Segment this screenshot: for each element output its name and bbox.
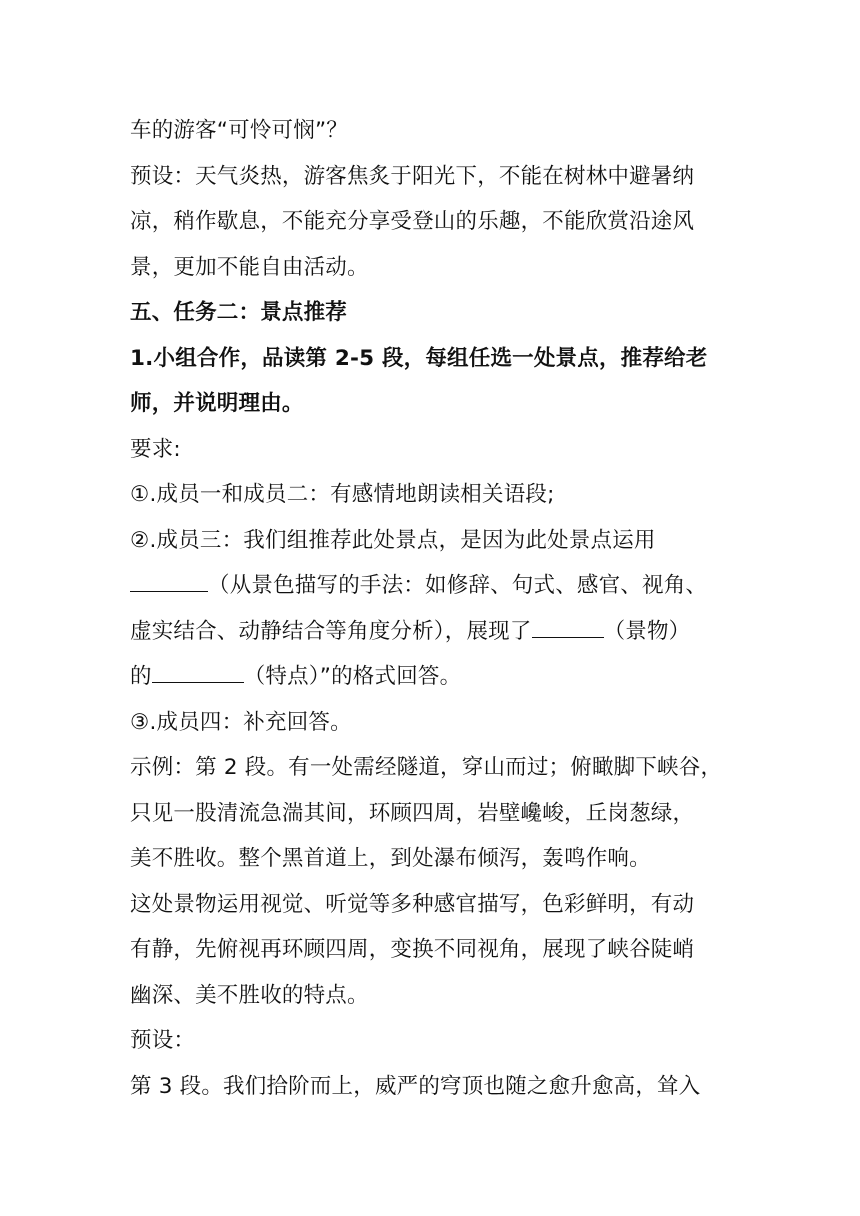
text-segment: （从景色描写的手法：如修辞、句式、感官、视角、 [208, 573, 708, 598]
text-segment: （景物） [603, 618, 691, 644]
text-line: 幽深、美不胜收的特点。 [130, 982, 369, 1008]
text-line: 示例：第 2 段。有一处需经隧道，穿山而过；俯瞰脚下峡谷， [130, 755, 723, 780]
text-segment: 的 [130, 664, 152, 689]
text-line: 第 3 段。我们拾阶而上，威严的穹顶也随之愈升愈高，耸入 [130, 1073, 701, 1099]
task-instruction: 师，并说明理由。 [130, 391, 304, 416]
requirement-item: ②.成员三：我们组推荐此处景点，是因为此处景点运用 [130, 527, 656, 553]
requirement-item: ③.成员四：补充回答。 [130, 709, 352, 735]
text-line: 预设：天气炎热，游客焦炙于阳光下，不能在树林中避暑纳 [130, 163, 695, 189]
section-heading: 五、任务二：景点推荐 [130, 300, 348, 325]
fill-in-blank [130, 571, 208, 592]
text-line: 美不胜收。整个黑首道上，到处瀑布倾泻，轰鸣作响。 [130, 846, 651, 871]
fill-in-blank [532, 617, 604, 638]
requirements-label: 要求: [130, 436, 181, 462]
requirement-continuation [130, 654, 750, 700]
text-line: 预设： [130, 1028, 196, 1053]
text-segment: （特点）”的格式回答。 [243, 664, 462, 689]
text-line: 车的游客“可怜可悯”？ [130, 118, 348, 143]
text-line: 有静，先俯视再环顾四周，变换不同视角，展现了峡谷陡峭 [130, 937, 695, 962]
requirement-item: ①.成员一和成员二：有感情地朗读相关语段; [130, 482, 555, 507]
text-line: 凉，稍作歇息，不能充分享受登山的乐趣，不能欣赏沿途风 [130, 209, 695, 234]
text-segment: 虚实结合、动静结合等角度分析），展现了 [130, 618, 532, 644]
document-page [130, 108, 750, 1109]
text-line: 景，更加不能自由活动。 [130, 254, 369, 280]
requirement-continuation [130, 563, 750, 609]
requirement-continuation [130, 609, 750, 655]
fill-in-blank [152, 662, 244, 683]
task-instruction: 1.小组合作，品读第 2-5 段，每组任选一处景点，推荐给老 [130, 345, 708, 371]
text-line: 这处景物运用视觉、听觉等多种感官描写，色彩鲜明，有动 [130, 891, 695, 917]
text-line: 只见一股清流急湍其间，环顾四周，岩壁巉峻，丘岗葱绿， [130, 800, 695, 826]
